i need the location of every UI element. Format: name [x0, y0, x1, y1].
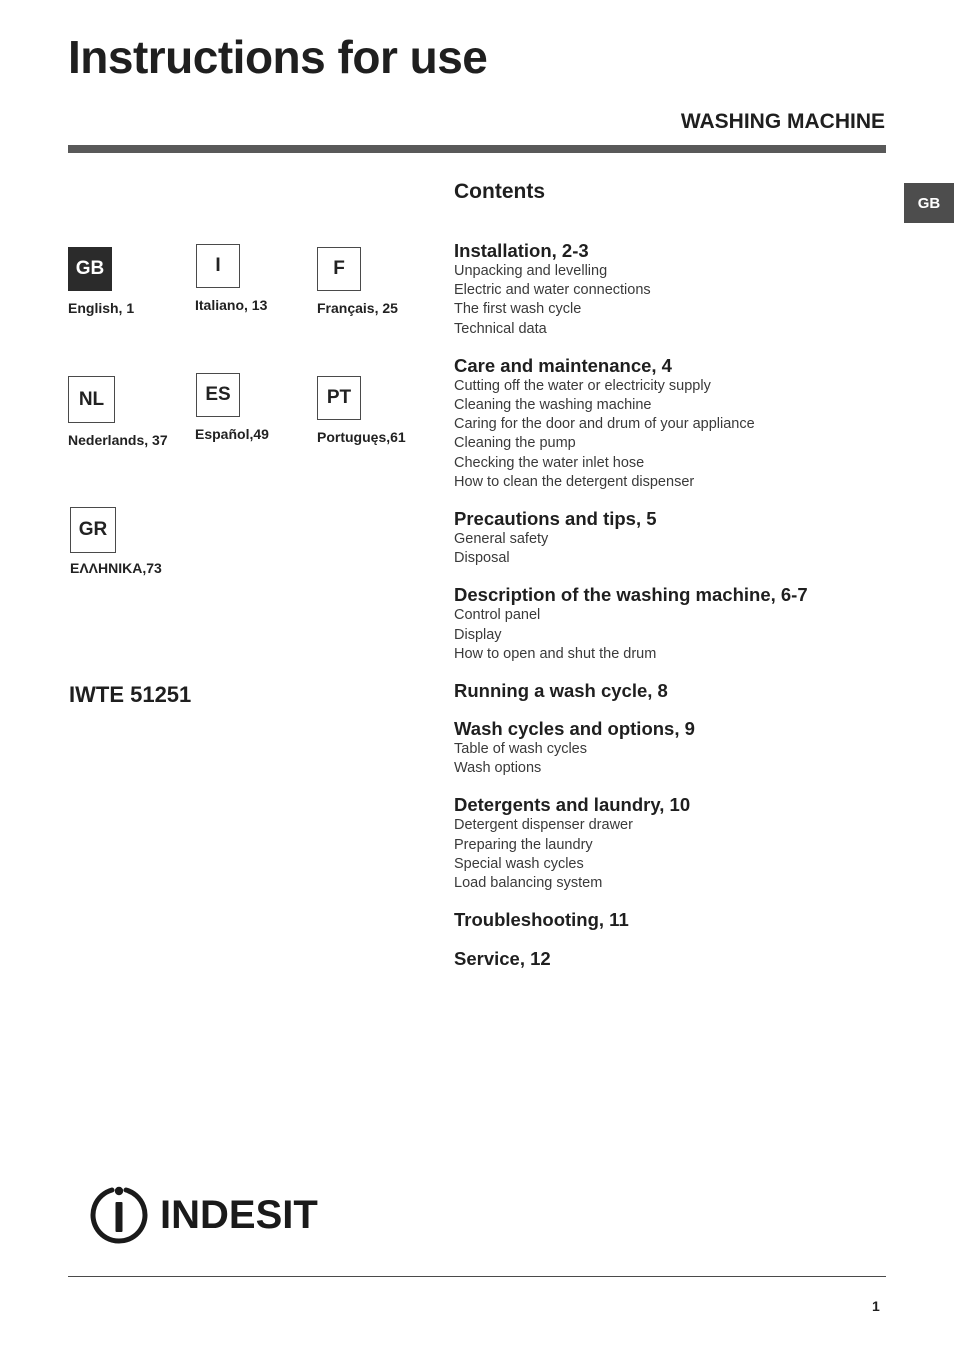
toc-section-description[interactable] — [454, 584, 894, 664]
toc-item: Electric and water connections — [454, 282, 651, 299]
toc-item: Special wash cycles — [454, 855, 584, 872]
language-label: English, 1 — [68, 300, 135, 316]
language-gb[interactable] — [68, 247, 134, 316]
toc-section-title: Description of the washing machine, 6-7 — [454, 584, 808, 606]
toc-item: Cutting off the water or electricity supply — [454, 377, 711, 394]
language-label: Français, 25 — [317, 300, 398, 316]
toc-item: Preparing the laundry — [454, 836, 593, 853]
language-code-box: PT — [317, 376, 361, 420]
page-title: Instructions for use — [68, 31, 488, 83]
toc-item: Display — [454, 626, 502, 643]
toc-item: Caring for the door and drum of your appliance — [454, 416, 755, 433]
toc-section-title: Installation, 2-3 — [454, 240, 589, 261]
toc-item: Table of wash cycles — [454, 741, 587, 758]
toc-section-title: Precautions and tips, 5 — [454, 508, 657, 530]
language-it[interactable] — [196, 244, 267, 313]
toc-section-running[interactable] — [454, 680, 894, 702]
language-code-box: NL — [68, 376, 115, 423]
language-label: ΕΛΛΗΝΙΚΑ,73 — [70, 560, 162, 576]
toc-item: Unpacking and levelling — [454, 263, 608, 279]
product-type: WASHING MACHINE — [680, 110, 885, 133]
toc-section-troubleshooting[interactable] — [454, 909, 894, 931]
contents-heading: Contents — [454, 180, 545, 203]
language-fr[interactable] — [317, 247, 398, 316]
language-side-tab: GB — [904, 183, 954, 223]
language-code-box: GB — [68, 247, 112, 291]
toc-section-service[interactable] — [454, 948, 894, 970]
language-code-box: ES — [196, 373, 240, 417]
toc-item: Wash options — [454, 760, 542, 777]
toc-item: Checking the water inlet hose — [454, 454, 645, 471]
toc-section-title: Care and maintenance, 4 — [454, 354, 672, 376]
toc-item: Load balancing system — [454, 875, 603, 892]
toc-section-care[interactable] — [454, 355, 894, 492]
toc-item: How to clean the detergent dispenser — [454, 473, 695, 490]
toc-section-detergents[interactable] — [454, 794, 894, 893]
language-pt[interactable] — [317, 376, 406, 445]
toc-section-title: Troubleshooting, 11 — [454, 909, 629, 931]
toc-section-title: Detergents and laundry, 10 — [454, 794, 691, 816]
toc-section-title: Service, 12 — [454, 948, 551, 970]
indesit-logo-icon — [88, 1184, 150, 1246]
toc-section-installation[interactable] — [454, 240, 894, 339]
model-number: IWTE 51251 — [69, 682, 192, 707]
footer-divider — [68, 1276, 886, 1277]
toc-item: The first wash cycle — [454, 301, 582, 318]
language-label: Portuguęs,61 — [317, 429, 406, 445]
toc-section-title: Wash cycles and options, 9 — [454, 718, 695, 740]
language-nl[interactable] — [68, 376, 168, 448]
language-code-box: I — [196, 244, 240, 288]
brand-logo — [88, 1184, 318, 1246]
toc-section-precautions[interactable] — [454, 508, 894, 568]
toc-item: General safety — [454, 531, 549, 548]
language-code-box: GR — [70, 507, 116, 553]
toc-item: How to open and shut the drum — [454, 645, 657, 662]
page-number: 1 — [872, 1298, 880, 1314]
toc-item: Cleaning the pump — [454, 435, 576, 452]
toc-item: Cleaning the washing machine — [454, 397, 652, 414]
toc-item: Control panel — [454, 607, 541, 624]
toc-item: Disposal — [454, 550, 510, 567]
language-label: Nederlands, 37 — [68, 432, 168, 448]
language-code-box: F — [317, 247, 361, 291]
language-gr[interactable] — [70, 507, 162, 576]
language-label: Italiano, 13 — [195, 297, 268, 313]
toc-item: Detergent dispenser drawer — [454, 817, 633, 834]
table-of-contents — [454, 240, 894, 970]
brand-wordmark: INDESIT — [160, 1192, 318, 1237]
toc-item: Technical data — [454, 320, 547, 337]
header-divider — [68, 145, 886, 153]
toc-section-title: Running a wash cycle, 8 — [454, 680, 668, 702]
language-label: Español,49 — [195, 426, 269, 442]
toc-section-wash-cycles[interactable] — [454, 718, 894, 778]
language-es[interactable] — [196, 373, 269, 442]
